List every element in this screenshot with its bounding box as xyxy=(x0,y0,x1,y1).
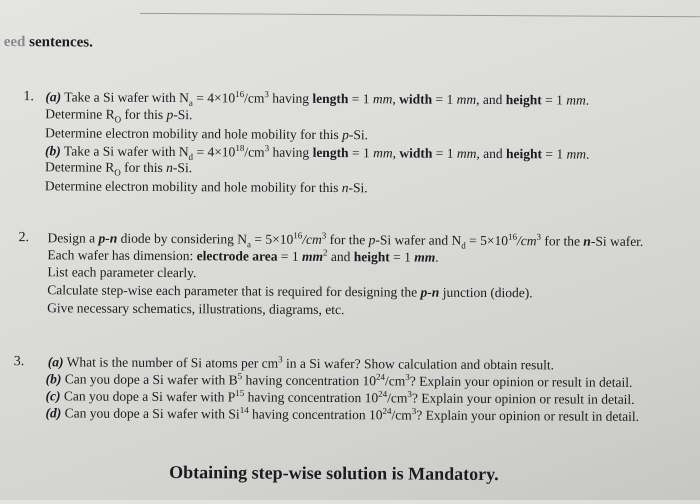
mandatory-note: Obtaining step-wise solution is Mandatory. xyxy=(169,462,499,485)
q3-part-b: (b) Can you dope a Si wafer with $B^5$ having concentration $10^{24}/cm^3$? Explain your opinion or result in detail. xyxy=(45,370,633,390)
question-2-number: 2. xyxy=(18,230,30,246)
section-header: eed sentences. xyxy=(3,34,93,51)
q1-mobility-p: Determine electron mobility and hole mobility for this p-Si. xyxy=(45,125,369,143)
top-rule xyxy=(140,13,700,17)
q1-part-a-line: (a) Take a Si wafer with $N_a = 4\times 10^{16}/cm^3$ having length = 1 mm, width = 1 mm, and height = 1 mm. xyxy=(45,88,590,108)
q2-design-line: Design a p-n diode by considering $N_a = 5\times 10^{16}/cm^3$ for the p-Si wafer and $N_d = 5\times 10^{16}/cm^3$ for the n-Si wafer. xyxy=(47,230,644,251)
q2-schematics-line: Give necessary schematics, illustrations, diagrams, etc. xyxy=(47,300,345,318)
question-3-number: 3. xyxy=(13,354,25,370)
q3-part-c: (c) Can you dope a Si wafer with $P^{15}$ having concentration $10^{24}/cm^3$? Explain your opinion or result in detail. xyxy=(45,387,635,407)
q1-determine-r-p: Determine $R_O$ for this p-Si. xyxy=(45,106,193,125)
q2-list-line: List each parameter clearly. xyxy=(47,264,197,281)
q2-calculate-line: Calculate step-wise each parameter that is required for designing the p-n junction (diode). xyxy=(47,282,533,301)
q1-mobility-n: Determine electron mobility and hole mobility for this n-Si. xyxy=(44,178,368,196)
question-1-number: 1. xyxy=(23,89,34,105)
q3-part-d: (d) Can you dope a Si wafer with Si$^{14}$ having concentration $10^{24}/cm^3$? Explain your opinion or result in detail. xyxy=(45,404,640,424)
q2-dimension-line: Each wafer has dimension: electrode area = 1 $mm^2$ and height = 1 mm. xyxy=(47,247,439,265)
q3-part-a: (a) What is the number of Si atoms per $cm^3$ in a Si wafer? Show calculation and obtain result. xyxy=(47,354,555,373)
q1-determine-r-n: Determine $R_O$ for this n-Si. xyxy=(44,159,193,178)
q1-part-b-line: (b) Take a Si wafer with $N_d = 4\times 10^{18}/cm^3$ having length = 1 mm, width = 1 mm, and height = 1 mm. xyxy=(45,142,590,162)
